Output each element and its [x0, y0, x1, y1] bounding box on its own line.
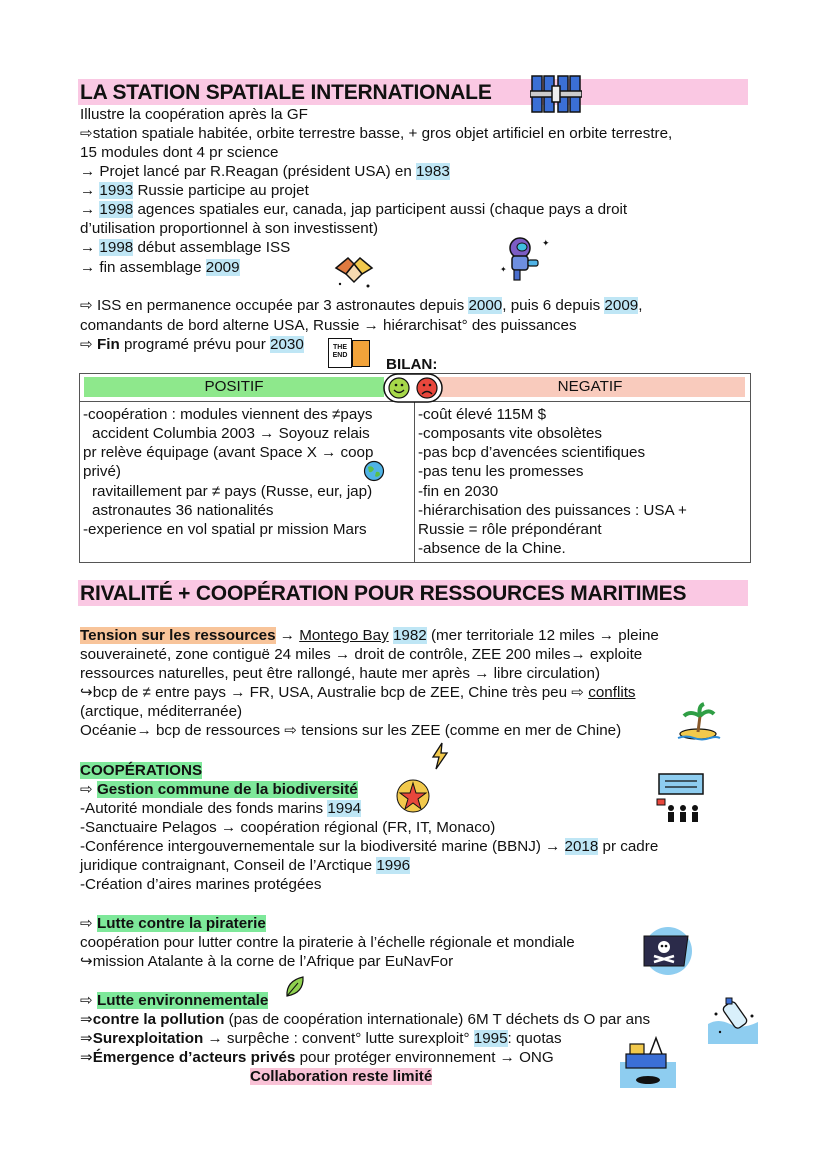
svg-text:✦: ✦ [500, 265, 507, 274]
text-line: ⇨station spatiale habitée, orbite terrestre basse, + gros objet artificiel en orbite terrestre, [80, 125, 673, 142]
arrow-icon: ⇨ [80, 915, 93, 932]
positif-item: pr relève équipage (avant Space X → coop [83, 444, 374, 461]
text-line: → 1998 agences spatiales eur, canada, jap participent aussi (chaque pays a droit [80, 201, 628, 218]
pirate-flag-icon [640, 926, 692, 976]
negatif-item: Russie = rôle prépondérant [418, 521, 602, 538]
lightning-icon [430, 742, 450, 770]
text-line: 15 modules dont 4 pr science [80, 144, 279, 161]
text-line: ↪mission Atalante à la corne de l’Afrique par EuNavFor [80, 953, 454, 970]
text-line: → 1993 Russie participe au projet [80, 182, 309, 199]
negatif-item: -composants vite obsolètes [418, 425, 603, 442]
section-title-maritime: RIVALITÉ + COOPÉRATION POUR RESSOURCES MARITIMES [78, 580, 748, 606]
text-line: ⇒contre la pollution (pas de coopération internationale) 6M T déchets ds O par ans [80, 1011, 651, 1028]
negatif-item: -fin en 2030 [418, 483, 499, 500]
handshake-icon [332, 250, 376, 292]
oil-rig-icon [620, 1036, 676, 1088]
positif-header: POSITIF [84, 377, 384, 397]
astronaut-icon [498, 232, 552, 286]
arrow-icon: ⇨ [284, 722, 298, 739]
text-line: → Projet lancé par R.Reagan (président USA) en 1983 [80, 163, 450, 180]
arrow-icon: ⇨ [80, 781, 93, 798]
text-line: d’utilisation proportionnel à son investissent) [80, 220, 379, 237]
negatif-item: -absence de la Chine. [418, 540, 566, 557]
svg-text:✦: ✦ [542, 238, 550, 248]
the-end-text: THE END [328, 338, 352, 368]
globe-icon [363, 460, 385, 482]
text-line: -Sanctuaire Pelagos → coopération régional (FR, IT, Monaco) [80, 819, 496, 836]
text-line: ↪bcp de ≠ entre pays → FR, USA, Australie bcp de ZEE, Chine très peu ⇨ conflits [80, 684, 636, 701]
protest-icon [655, 772, 707, 828]
text-line: ⇒Émergence d’acteurs privés pour protéger environnement → ONG [80, 1049, 554, 1066]
conclusion-text: Collaboration reste limité [250, 1068, 433, 1085]
text-line: ressources naturelles, peut être rallongé, haute mer après → libre circulation) [80, 665, 601, 682]
space-station-icon [530, 72, 582, 116]
negatif-item: -coût élevé 115M $ [418, 406, 547, 423]
text-line: ⇨ Lutte contre la piraterie [80, 915, 266, 932]
arrow-icon: ⇨ [80, 336, 93, 353]
arrow-icon: ⇨ [80, 992, 93, 1009]
arrow-icon: ⇨ [80, 297, 93, 314]
negatif-item: -pas bcp d’avencées scientifiques [418, 444, 646, 461]
smiley-faces-icon [383, 373, 443, 403]
text-line: -Autorité mondiale des fonds marins 1994 [80, 800, 362, 817]
positif-item: privé) [83, 463, 121, 480]
text-line: -Création d’aires marines protégées [80, 876, 322, 893]
text-line: Océanie→ bcp de ressources ⇨ tensions sur les ZEE (comme en mer de Chine) [80, 722, 622, 739]
text-line: coopération pour lutter contre la piraterie à l’échelle régionale et mondiale [80, 934, 575, 951]
text-line: juridique contraignant, Conseil de l’Arctique 1996 [80, 857, 411, 874]
positif-item: -experience en vol spatial pr mission Mars [83, 521, 367, 538]
negatif-header: NEGATIF [435, 377, 745, 397]
text-line: ⇨ Gestion commune de la biodiversité [80, 781, 358, 798]
negatif-item: -hiérarchisation des puissances : USA + [418, 502, 687, 519]
plastic-bottle-icon [708, 996, 758, 1044]
positif-item: accident Columbia 2003 → Soyouz relais [92, 425, 370, 442]
positif-item: ravitaillement par ≠ pays (Russe, eur, jap) [92, 483, 373, 500]
text-line: -Conférence intergouvernementale sur la biodiversité marine (BBNJ) → 2018 pr cadre [80, 838, 659, 855]
arrow-icon: ⇨ [80, 125, 93, 142]
negatif-item: -pas tenu les promesses [418, 463, 584, 480]
text-line: ⇒Surexploitation → surpêche : convent° lutte surexploit° 1995: quotas [80, 1030, 562, 1047]
text-line: → fin assemblage 2009 [80, 259, 240, 276]
bilan-table [79, 373, 751, 563]
the-end-book-icon [328, 338, 372, 370]
island-icon [676, 702, 722, 742]
coop-label: COOPÉRATIONS [80, 762, 203, 779]
positif-item: astronautes 36 nationalités [92, 502, 274, 519]
section-title-iss: LA STATION SPATIALE INTERNATIONALE [78, 79, 748, 105]
text-line: ⇨ ISS en permanence occupée par 3 astronautes depuis 2000, puis 6 depuis 2009, [80, 297, 643, 314]
subtitle: Illustre la coopération après la GF [80, 106, 308, 123]
text-line: ⇨ Fin programé prévu pour 2030 [80, 336, 304, 353]
arrow-icon: ⇨ [571, 684, 584, 701]
starfish-icon [394, 778, 432, 814]
text-line: (arctique, méditerranée) [80, 703, 243, 720]
text-line: ⇨ Lutte environnementale [80, 992, 269, 1009]
bilan-label: BILAN: [386, 356, 438, 373]
text-line: comandants de bord alterne USA, Russie → hiérarchisat° des puissances [80, 317, 577, 334]
text-line: souveraineté, zone contiguë 24 miles → droit de contrôle, ZEE 200 miles→ exploite [80, 646, 643, 663]
text-line: Tension sur les ressources → Montego Bay 1982 (mer territoriale 12 miles → pleine [80, 627, 659, 644]
text-line: → 1998 début assemblage ISS [80, 239, 291, 256]
positif-item: -coopération : modules viennent des ≠pays [83, 406, 373, 423]
leaf-icon [284, 975, 306, 999]
